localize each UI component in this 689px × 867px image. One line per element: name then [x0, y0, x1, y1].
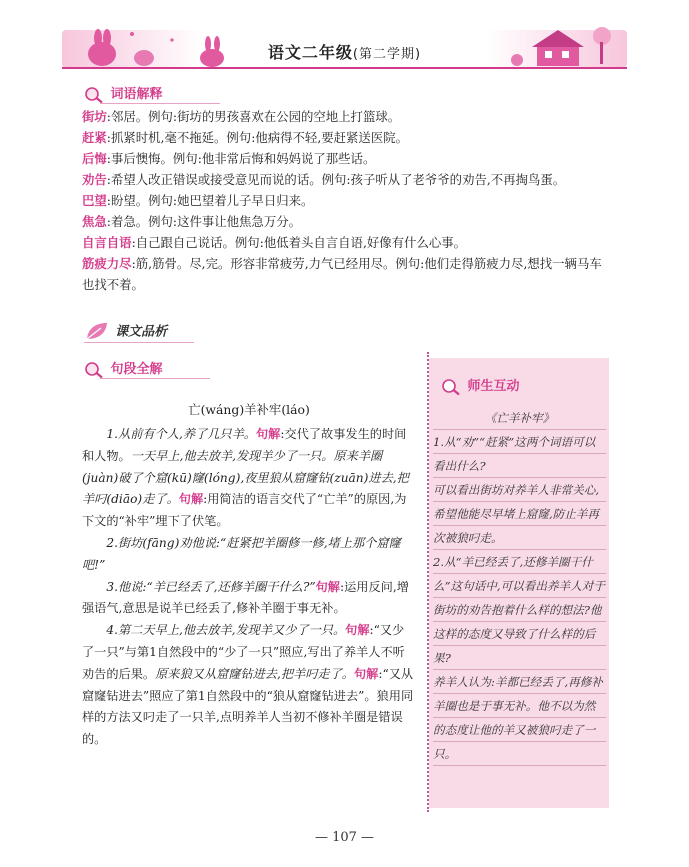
book-subtitle: (第二学期) — [352, 47, 422, 62]
vocab-item: 劝告:希望人改正错误或接受意见而说的话。例句:孩子听从了老爷爷的劝告,不再掏鸟蛋。 — [82, 172, 566, 187]
leaf-icon — [84, 320, 110, 342]
sidebar-heading — [441, 375, 520, 396]
sentence-heading-text: 句段全解 — [110, 362, 163, 377]
note-text: :用简洁的语言交代了“亡羊”的原因,为下文的“补牢”埋下了伏笔。 — [82, 492, 407, 529]
heading-underline — [100, 378, 210, 379]
sentence-analysis — [82, 424, 416, 751]
note-label: 句解 — [345, 623, 370, 638]
heading-underline — [100, 103, 220, 104]
vocab-heading-text: 词语解释 — [110, 87, 163, 102]
analysis-paragraph — [82, 424, 416, 533]
note-text: :“又少了一只”与第1自然段中的“少了一只”照应,写出了养羊人不听劝告的后果。 — [82, 623, 405, 681]
page-title — [0, 40, 689, 63]
answer-2: 养羊人认为:羊都已经丢了,再修补羊圈也是于事无补。他不以为然的态度让他的羊又被狼叼走了一只。 — [433, 675, 603, 761]
vocab-item: 焦急:着急。例句:这件事让他焦急万分。 — [82, 214, 301, 229]
story-text: 2.街坊(fāng)劝他说:“赶紧把羊圈修一修,堵上那个窟窿吧!” — [82, 535, 401, 572]
note-label: 句解 — [178, 492, 204, 507]
answer-1: 可以看出街坊对养羊人非常关心,希望他能尽早堵上窟窿,防止羊再次被狼叼走。 — [433, 483, 599, 545]
vocab-item: 自言自语:自己跟自己说话。例句:他低着头自言自语,好像有什么心事。 — [82, 235, 467, 250]
analysis-banner — [84, 320, 167, 342]
analysis-title: 课文品析 — [115, 324, 168, 340]
story-title: 亡(wáng)羊补牢(láo) — [188, 402, 310, 417]
vocab-item: 赶紧:抓紧时机,毫不拖延。例句:他病得不轻,要赶紧送医院。 — [82, 130, 408, 145]
note-label: 句解 — [255, 427, 281, 441]
analysis-paragraph — [82, 533, 416, 577]
sentence-heading — [84, 358, 163, 379]
story-text: 4.第二天早上,他去放羊,发现羊又少了一只。 — [106, 623, 346, 638]
vocab-item: 街坊:邻居。例句:街坊的男孩喜欢在公园的空地上打篮球。 — [82, 109, 401, 124]
book-title: 语文二年级 — [267, 43, 353, 62]
analysis-underline — [84, 342, 194, 343]
vocab-list — [82, 106, 612, 295]
page-number: — 107 — — [314, 830, 375, 845]
story-text: 3.他说:“羊已经丢了,还修羊圈干什么?” — [106, 579, 316, 594]
question-2: 2.从“羊已经丢了,还修羊圈干什么”这句话中,可以看出养羊人对于街坊的劝告抱着什么样的想法?他这样的态度又导致了什么样的后果? — [433, 555, 605, 665]
story-text: 一天早上,他去放羊,发现羊少了一只。原来羊圈(juàn)破了个窟(kū)窿(lóng),夜里狼从窟窿钻(zuān)进去,把羊叼(diāo)走了。 — [82, 448, 409, 507]
story-text: 1.从前有个人,养了几只羊。 — [106, 427, 256, 441]
vocab-item: 后悔:事后懊悔。例句:他非常后悔和妈妈说了那些话。 — [82, 151, 376, 166]
note-text: :运用反问,增强语气,意思是说羊已经丢了,修补羊圈于事无补。 — [82, 579, 409, 616]
sidebar-story-title: 《亡羊补牢》 — [484, 411, 555, 425]
vocab-item: 筋疲力尽:筋,筋骨。尽,完。形容非常疲劳,力气已经用尽。例句:他们走得筋疲力尽,想找一辆马车也找不着。 — [82, 256, 602, 292]
note-label: 句解 — [315, 579, 340, 594]
analysis-paragraph — [82, 577, 416, 621]
vocab-item: 巴望:盼望。例句:她巴望着儿子早日归来。 — [82, 193, 314, 208]
magnifier-icon — [84, 361, 106, 379]
magnifier-icon — [84, 86, 106, 104]
sidebar-body — [433, 406, 606, 766]
sidebar-heading-text: 师生互动 — [467, 379, 520, 394]
question-1: 1.从“劝”“赶紧”这两个词语可以看出什么? — [433, 435, 596, 473]
note-label: 句解 — [354, 666, 379, 681]
vocab-heading — [84, 83, 163, 104]
magnifier-icon — [441, 378, 463, 396]
story-text: 原来狼又从窟窿钻进去,把羊叼走了。 — [155, 666, 354, 681]
analysis-paragraph — [82, 620, 416, 751]
note-text: :交代了故事发生的时间和人物。 — [82, 427, 407, 463]
note-text: :“又从窟窿钻进去”照应了第1自然段中的“狼从窟窿钻进去”。狼用同样的方法又叼走了一只羊,点明养羊人当初不修补羊圈是错误的。 — [82, 666, 414, 747]
